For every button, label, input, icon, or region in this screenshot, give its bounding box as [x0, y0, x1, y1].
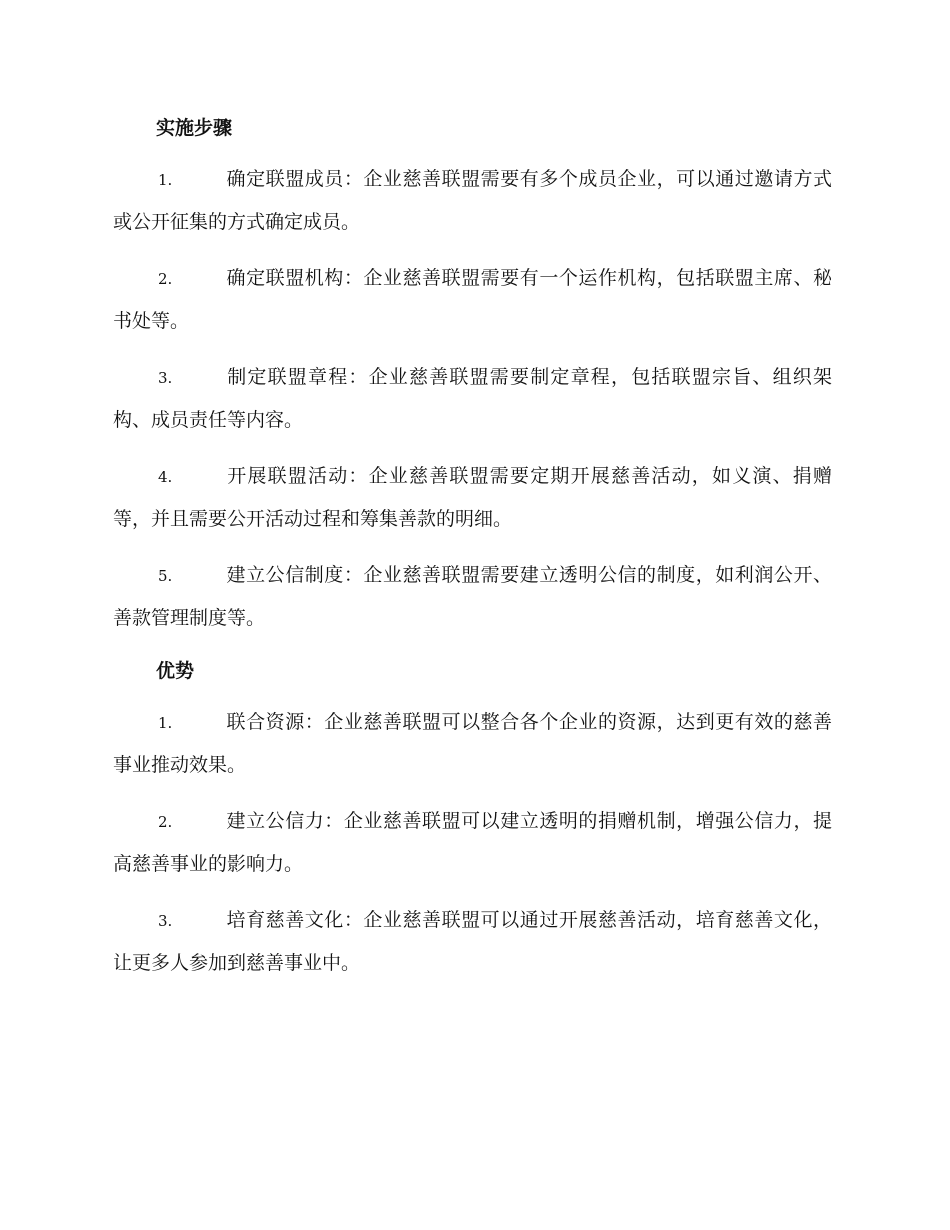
list-item [113, 554, 832, 639]
list-number: 1. [158, 171, 173, 189]
section-advantages [113, 653, 832, 984]
list-item [113, 356, 832, 441]
list-number: 4. [158, 468, 173, 486]
list-item [113, 701, 832, 786]
list-item [113, 455, 832, 540]
list-number: 5. [158, 567, 173, 585]
list-item-text: 建立公信力：企业慈善联盟可以建立透明的捐赠机制，增强公信力，提高慈善事业的影响力。 [113, 810, 832, 875]
section-heading: 实施步骤 [156, 117, 233, 139]
list-item [113, 158, 832, 243]
list-item-text: 开展联盟活动：企业慈善联盟需要定期开展慈善活动，如义演、捐赠等，并且需要公开活动过程和筹集善款的明细。 [113, 465, 832, 530]
list-number: 2. [158, 813, 173, 831]
list-item-text: 建立公信制度：企业慈善联盟需要建立透明公信的制度，如利润公开、善款管理制度等。 [113, 564, 832, 629]
list-item-text: 制定联盟章程：企业慈善联盟需要制定章程，包括联盟宗旨、组织架构、成员责任等内容。 [113, 366, 832, 431]
list-number: 1. [158, 714, 173, 732]
list-item [113, 800, 832, 885]
section-heading: 优势 [156, 660, 195, 682]
list-item-text: 确定联盟成员：企业慈善联盟需要有多个成员企业，可以通过邀请方式或公开征集的方式确定成员。 [113, 168, 832, 233]
list-item-text: 联合资源：企业慈善联盟可以整合各个企业的资源，达到更有效的慈善事业推动效果。 [113, 711, 832, 776]
list-item-text: 培育慈善文化：企业慈善联盟可以通过开展慈善活动，培育慈善文化，让更多人参加到慈善事业中。 [113, 909, 832, 974]
list-number: 3. [158, 369, 173, 387]
numbered-list [113, 158, 832, 639]
list-number: 2. [158, 270, 173, 288]
list-number: 3. [158, 912, 173, 930]
list-item [113, 899, 832, 984]
list-item-text: 确定联盟机构：企业慈善联盟需要有一个运作机构，包括联盟主席、秘书处等。 [113, 267, 832, 332]
numbered-list [113, 701, 832, 984]
section-implementation-steps [113, 110, 832, 639]
list-item [113, 257, 832, 342]
